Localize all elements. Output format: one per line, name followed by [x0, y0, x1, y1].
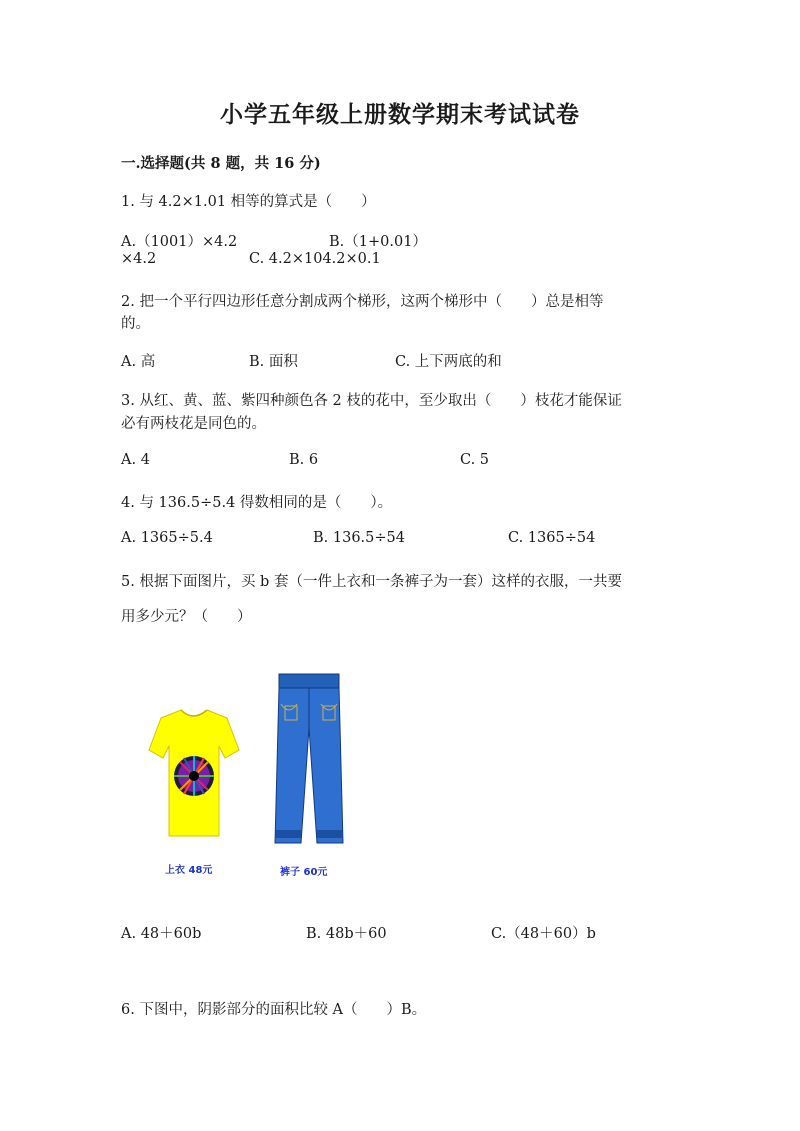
- question-4-option-b: B. 136.5÷54: [313, 530, 405, 546]
- clothes-figure: [121, 668, 351, 883]
- clothes-illustration: [121, 668, 351, 883]
- question-3-option-b: B. 6: [289, 452, 319, 468]
- question-2-option-b: B. 面积: [249, 354, 298, 370]
- section-heading: 一.选择题(共 8 题，共 16 分): [121, 155, 321, 172]
- page-title: 小学五年级上册数学期末考试试卷: [220, 101, 580, 128]
- question-4-stem: 4. 与 136.5÷5.4 得数相同的是（ ）。: [121, 495, 393, 511]
- question-3-option-c: C. 5: [460, 452, 490, 468]
- question-2-option-a: A. 高: [121, 354, 156, 370]
- question-2-stem-line2: 的。: [121, 316, 150, 332]
- question-1-option-c: C. 4.2×104.2×0.1: [249, 251, 381, 267]
- tshirt-illustration: [149, 710, 239, 836]
- question-3-stem-line2: 必有两枝花是同色的。: [121, 416, 266, 432]
- question-5-option-c: C.（48＋60）b: [491, 926, 596, 942]
- question-3-option-a: A. 4: [121, 452, 150, 468]
- question-4-option-a: A. 1365÷5.4: [121, 530, 213, 546]
- question-3-stem-line1: 3. 从红、黄、蓝、紫四种颜色各 2 枝的花中，至少取出（ ）枝花才能保证: [121, 393, 622, 409]
- question-1-stem: 1. 与 4.2×1.01 相等的算式是（ ）: [121, 194, 376, 210]
- question-2-option-c: C. 上下两底的和: [395, 354, 502, 370]
- question-5-stem-line2: 用多少元？（ ）: [121, 609, 252, 625]
- question-1-option-a: A.（1001）×4.2: [121, 234, 238, 250]
- question-6-stem: 6. 下图中，阴影部分的面积比较 A（ ）B。: [121, 1002, 427, 1018]
- jeans-illustration: [275, 674, 343, 843]
- question-1-option-b: B.（1+0.01）: [329, 234, 427, 250]
- question-2-stem-line1: 2. 把一个平行四边形任意分割成两个梯形，这两个梯形中（ ）总是相等: [121, 294, 604, 310]
- pants-price-label: 裤子 60元: [280, 867, 328, 878]
- question-4-option-c: C. 1365÷54: [508, 530, 596, 546]
- shirt-price-label: 上衣 48元: [165, 865, 213, 876]
- question-1-option-b-cont: ×4.2: [121, 251, 157, 267]
- question-5-stem-line1: 5. 根据下面图片，买 b 套（一件上衣和一条裤子为一套）这样的衣服，一共要: [121, 574, 622, 590]
- question-5-option-b: B. 48b＋60: [306, 926, 387, 942]
- question-5-option-a: A. 48＋60b: [121, 926, 202, 942]
